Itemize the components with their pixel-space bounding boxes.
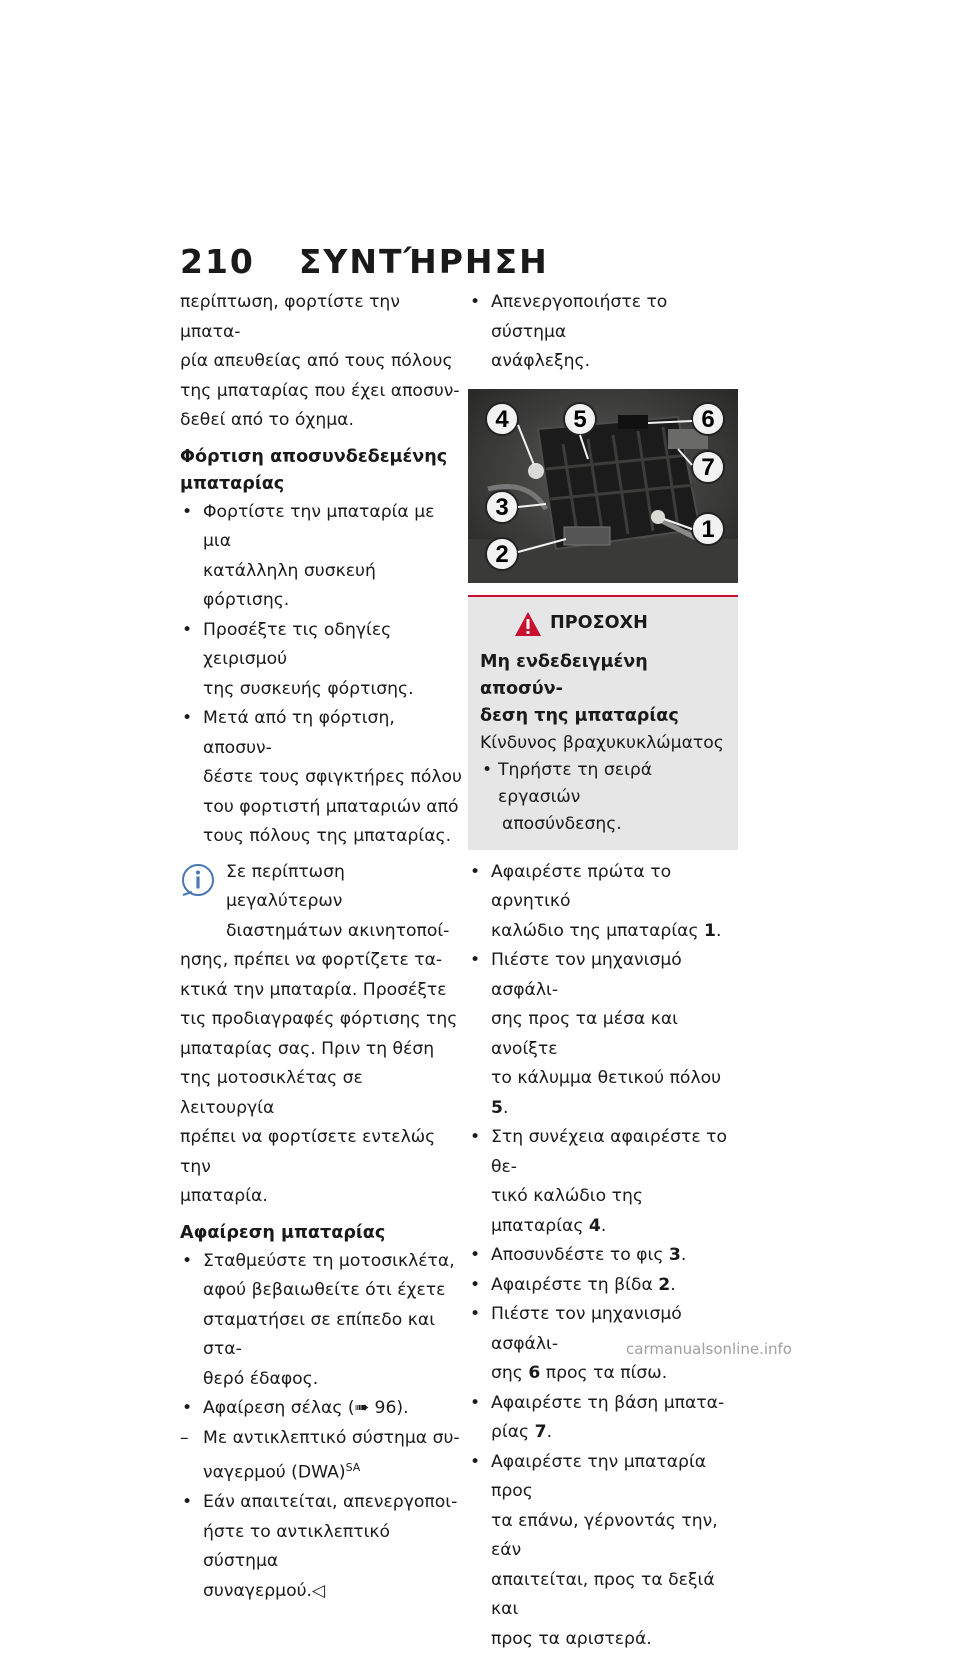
- end-mark-icon: ◁: [312, 1581, 325, 1601]
- tip-line: μπαταρία.: [180, 1182, 462, 1212]
- tip-line: Σε περίπτωση μεγαλύτερων: [180, 858, 462, 917]
- tip-line: διαστημάτων ακινητοποί-: [180, 917, 462, 947]
- battery-illustration: [468, 389, 738, 583]
- list-item-dash: – Με αντικλεπτικό σύστημα συ- ναγερμού (DWA)$^{SA}$: [180, 1424, 462, 1489]
- page-header: [180, 242, 549, 281]
- list-item: • Πιέστε τον μηχανισμό ασφάλι- σης 6 προς τα πίσω.: [468, 1300, 740, 1389]
- section-heading-removal: Αφαίρεση μπαταρίας: [180, 1220, 462, 1247]
- list-item: • Αφαιρέστε τη βάση μπατα- ρίας 7.: [468, 1389, 740, 1448]
- intro-line: της μπαταρίας που έχει αποσυν-: [180, 377, 462, 407]
- intro-line: δεθεί από το όχημα.: [180, 406, 462, 436]
- info-icon: [180, 862, 216, 898]
- left-column: [180, 288, 462, 1606]
- battery-photo: [468, 389, 738, 583]
- photo-label: 2: [495, 541, 508, 568]
- watermark: carmanualsonline.info: [626, 1340, 792, 1358]
- photo-label: 3: [495, 494, 508, 521]
- photo-label: 1: [701, 516, 714, 543]
- intro-line: ρία απευθείας από τους πόλους: [180, 347, 462, 377]
- tip-line: τις προδιαγραφές φόρτισης της: [180, 1005, 462, 1035]
- right-column: [468, 288, 740, 1654]
- list-item: • Εάν απαιτείται, απενεργοποι- ήστε το αντικλεπτικό σύστημα συναγερμού.◁: [180, 1488, 462, 1606]
- photo-label: 6: [701, 406, 714, 433]
- photo-label: 5: [573, 406, 586, 433]
- page-number: 210: [180, 242, 255, 281]
- list-item: • Πιέστε τον μηχανισμό ασφάλι- σης προς τα μέσα και ανοίξτε το κάλυμμα θετικού πόλου 5.: [468, 946, 740, 1123]
- page-ref-arrow-icon: ➠: [355, 1398, 369, 1418]
- list-item: • Απενεργοποιήστε το σύστημα ανάφλεξης.: [468, 288, 740, 377]
- list-item: • Μετά από τη φόρτιση, αποσυν- δέστε τους σφιγκτήρες πόλου του φορτιστή μπαταριών από τους πόλους της μπαταρίας.: [180, 704, 462, 852]
- list-item: • Αποσυνδέστε το φις 3.: [468, 1241, 740, 1271]
- warning-bullet: • Τηρήστε τη σειρά εργασιών αποσύνδεσης.: [480, 757, 726, 838]
- list-item: • Αφαιρέστε πρώτα το αρνητικό καλώδιο της μπαταρίας 1.: [468, 858, 740, 947]
- list-item: • Στη συνέχεια αφαιρέστε το θε- τικό καλώδιο της μπαταρίας 4.: [468, 1123, 740, 1241]
- tip-line: της μοτοσικλέτας σε λειτουργία: [180, 1064, 462, 1123]
- list-item: • Αφαιρέστε τη βίδα 2.: [468, 1271, 740, 1301]
- warning-title: ΠΡΟΣΟΧΗ: [514, 609, 726, 639]
- info-note: [180, 858, 462, 1212]
- list-item: • Αφαίρεση σέλας (➠ 96).: [180, 1394, 462, 1424]
- tip-line: πρέπει να φορτίσετε εντελώς την: [180, 1123, 462, 1182]
- list-item: • Αφαιρέστε την μπαταρία προς τα επάνω, γέρνοντάς την, εάν απαιτείται, προς τα δεξιά και προς τα αριστερά.: [468, 1448, 740, 1654]
- chapter-title: ΣΥΝΤΉΡΗΣΗ: [299, 242, 549, 281]
- photo-label: 4: [495, 406, 509, 433]
- list-item: • Φορτίστε την μπαταρία με μια κατάλληλη συσκευή φόρτισης.: [180, 498, 462, 616]
- removal-steps: [468, 858, 740, 1654]
- tip-line: ησης, πρέπει να φορτίζετε τα-: [180, 946, 462, 976]
- intro-line: περίπτωση, φορτίστε την μπατα-: [180, 288, 462, 347]
- tip-line: μπαταρίας σας. Πριν τη θέση: [180, 1035, 462, 1065]
- warning-box: [468, 595, 738, 850]
- photo-label: 7: [701, 454, 714, 481]
- warning-triangle-icon: [514, 611, 542, 637]
- list-item: • Προσέξτε τις οδηγίες χειρισμού της συσκευής φόρτισης.: [180, 616, 462, 705]
- warning-heading: Μη ενδεδειγμένη αποσύν- δεση της μπαταρίας: [480, 649, 726, 730]
- warning-text: Κίνδυνος βραχυκυκλώματος: [480, 730, 726, 757]
- section-heading-charging: Φόρτιση αποσυνδεδεμένης μπαταρίας: [180, 444, 462, 498]
- tip-line: κτικά την μπαταρία. Προσέξτε: [180, 976, 462, 1006]
- list-item: • Σταθμεύστε τη μοτοσικλέτα, αφού βεβαιωθείτε ότι έχετε σταματήσει σε επίπεδο και στα- θερό έδαφος.: [180, 1247, 462, 1395]
